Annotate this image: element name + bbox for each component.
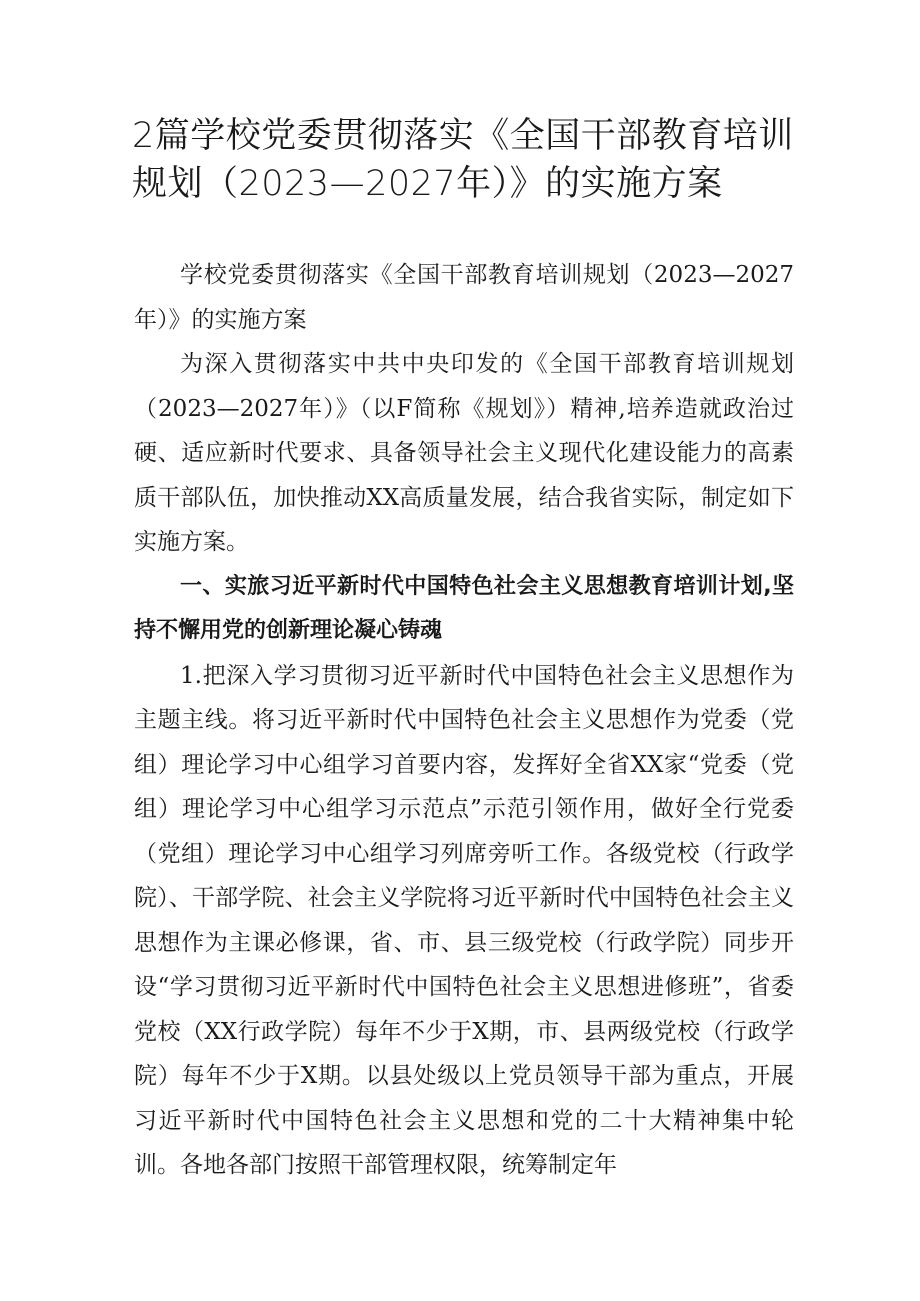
document-subtitle: 学校党委贯彻落实《全国干部教育培训规划（2023—2027年）》的实施方案 (134, 262, 794, 333)
intro-paragraph: 为深入贯彻落实中共中央印发的《全国干部教育培训规划（2023—2027年）》（以F简称《规划》）精神,培养造就政治过硬、适应新时代要求、具备领导社会主义现代化建设能力的高素质干部队伍，加快推动XX高质量发展，结合我省实际，制定如下实施方案。 (134, 351, 794, 555)
list-item-paragraph: 1.把深入学习贯彻习近平新时代中国特色社会主义思想作为主题主线。将习近平新时代中国特色社会主义思想作为党委（党组）理论学习中心组学习首要内容，发挥好全省XX家“党委（党组）理论学习中心组学习示范点”示范引领作用，做好全行党委（党组）理论学习中心组学习列席旁听工作。各级党校（行政学院）、干部学院、社会主义学院将习近平新时代中国特色社会主义思想作为主课必修课，省、市、县三级党校（行政学院）同步开设“学习贯彻习近平新时代中国特色社会主义思想进修班”，省委党校（XX行政学院）每年不少于X期，市、县两级党校（行政学院）每年不少于X期。以县处级以上党员领导干部为重点，开展习近平新时代中国特色社会主义思想和党的二十大精神集中轮训。各地各部门按照干部管理权限，统筹制定年 (134, 662, 794, 1178)
section-heading: 一、实旅习近平新时代中国特色社会主义思想教育培训计划,坚持不懈用党的创新理论凝心铸魂 (134, 573, 794, 643)
document-title: 2篇学校党委贯彻落实《全国干部教育培训规划（2023—2027年）》的实施方案 (132, 116, 794, 204)
document-body (134, 253, 794, 1188)
